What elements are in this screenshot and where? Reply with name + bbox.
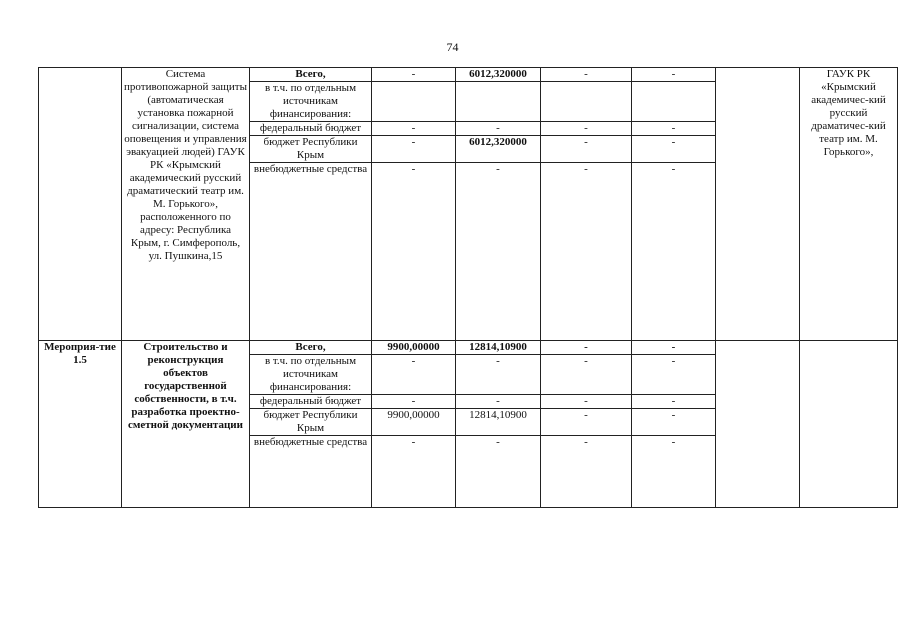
amount-cell: - [632,395,716,409]
amount-cell: - [372,122,456,136]
amount-cell: - [632,409,716,436]
source-cell: федеральный бюджет [250,122,372,136]
source-cell: бюджет Республики Крым [250,136,372,163]
amount-cell [372,82,456,122]
executor-cell: ГАУК РК «Крымский академичес-кий русский драматичес-кий театр им. М. Горького», [800,68,898,341]
amount-cell [632,82,716,122]
event-code-cell [39,68,122,341]
amount-cell: - [456,395,541,409]
amount-cell: - [456,163,541,341]
amount-cell: - [541,436,632,508]
amount-cell: - [372,136,456,163]
event-description-cell: Строительство и реконструкция объектов государственной собственности, в т.ч. разработка проектно-сметной документации [122,341,250,508]
amount-cell: 6012,320000 [456,68,541,82]
amount-cell: - [372,68,456,82]
amount-cell: - [541,163,632,341]
source-cell: в т.ч. по отдельным источникам финансирования: [250,82,372,122]
amount-cell: - [456,355,541,395]
amount-cell: - [632,122,716,136]
amount-cell: - [632,341,716,355]
empty-cell [716,341,800,508]
amount-cell: 9900,00000 [372,409,456,436]
page-number: 74 [446,40,459,54]
source-cell: федеральный бюджет [250,395,372,409]
event-code-cell: Мероприя-тие 1.5 [39,341,122,508]
amount-cell [541,82,632,122]
amount-cell: - [541,122,632,136]
amount-cell: - [541,341,632,355]
amount-cell: - [632,68,716,82]
amount-cell: - [372,163,456,341]
table-row [39,341,898,355]
amount-cell: 12814,10900 [456,341,541,355]
amount-cell: - [632,355,716,395]
amount-cell: - [541,355,632,395]
amount-cell: - [372,395,456,409]
amount-cell: 9900,00000 [372,341,456,355]
amount-cell: - [541,136,632,163]
amount-cell: 6012,320000 [456,136,541,163]
amount-cell [456,82,541,122]
event-description-cell: Система противопожарной защиты (автоматическая установка пожарной сигнализации, система оповещения и управления эвакуацией людей) ГАУК РК «Крымский академический русский драматический театр им. М. Горького», расположенного по адресу: Республика Крым, г. Симферополь, ул. Пушкина,15 [122,68,250,341]
amount-cell: - [456,436,541,508]
amount-cell: - [456,122,541,136]
executor-cell [800,341,898,508]
empty-cell [716,68,800,341]
source-cell: Всего, [250,341,372,355]
source-cell: внебюджетные средства [250,436,372,508]
source-cell: Всего, [250,68,372,82]
amount-cell: 12814,10900 [456,409,541,436]
amount-cell: - [372,436,456,508]
amount-cell: - [632,436,716,508]
amount-cell: - [632,163,716,341]
amount-cell: - [541,395,632,409]
amount-cell: - [632,136,716,163]
amount-cell: - [372,355,456,395]
financing-table [38,67,898,508]
amount-cell: - [541,409,632,436]
source-cell: в т.ч. по отдельным источникам финансирования: [250,355,372,395]
table-row [39,68,898,82]
source-cell: внебюджетные средства [250,163,372,341]
source-cell: бюджет Республики Крым [250,409,372,436]
amount-cell: - [541,68,632,82]
